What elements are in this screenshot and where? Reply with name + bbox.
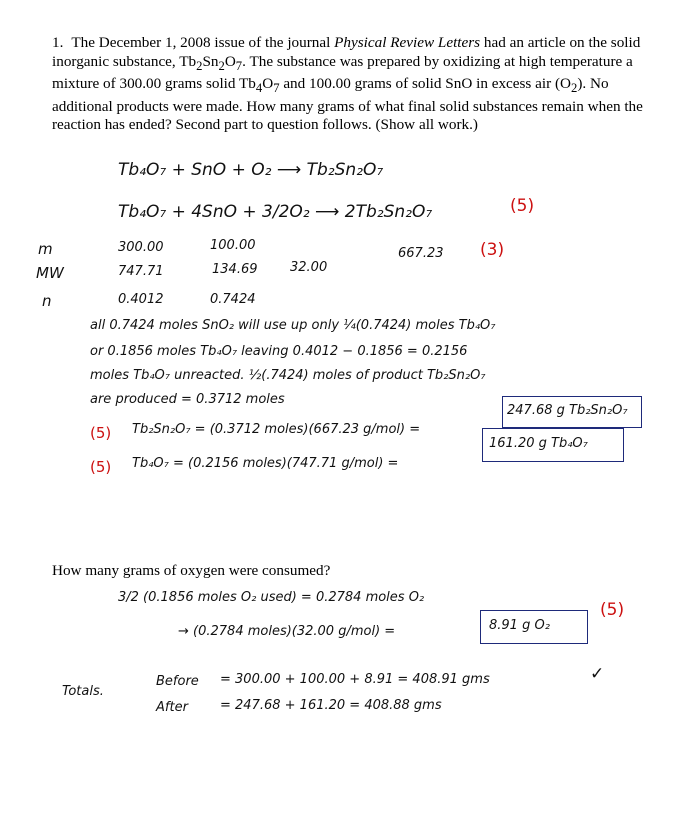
- work-line-6: Tb₄O₇ = (0.2156 moles)(747.71 g/mol) =: [132, 456, 399, 471]
- before-value: = 300.00 + 100.00 + 8.91 = 408.91 gms: [220, 672, 490, 687]
- totals-label: Totals.: [62, 684, 104, 699]
- mass-tb4o7: 300.00: [118, 240, 164, 255]
- check-mark: ✓: [590, 664, 605, 684]
- journal-title: Physical Review Letters: [334, 34, 481, 51]
- equation-balanced: Tb₄O₇ + 4SnO + 3/2O₂ ⟶ 2Tb₂Sn₂O₇: [118, 202, 433, 222]
- score-product: (5): [90, 424, 112, 442]
- question-two: How many grams of oxygen were consumed?: [52, 562, 331, 579]
- score-oxygen: (5): [600, 600, 625, 620]
- work-line-5: Tb₂Sn₂O₇ = (0.3712 moles)(667.23 g/mol) =: [132, 422, 421, 437]
- mw-product: 667.23: [398, 246, 444, 261]
- answer-oxygen: 8.91 g O₂: [489, 618, 550, 633]
- moles-tb4o7: 0.4012: [118, 292, 164, 307]
- row-mw-label: MW: [36, 264, 64, 282]
- row-m-label: m: [38, 240, 53, 258]
- work-line-1: all 0.7424 moles SnO₂ will use up only ¼(0.7424) moles Tb₄O₇: [90, 318, 496, 333]
- equation-unbalanced: Tb₄O₇ + SnO + O₂ ⟶ Tb₂Sn₂O₇: [118, 160, 384, 180]
- work-line-2: or 0.1856 moles Tb₄O₇ leaving 0.4012 − 0.1856 = 0.2156: [90, 344, 468, 359]
- oxygen-line-2: → (0.2784 moles)(32.00 g/mol) =: [178, 624, 396, 639]
- moles-sno: 0.7424: [210, 292, 256, 307]
- answer-box-unreacted: [482, 428, 624, 462]
- before-label: Before: [156, 674, 199, 689]
- row-n-label: n: [42, 292, 52, 310]
- after-value: = 247.68 + 161.20 = 408.88 gms: [220, 698, 442, 713]
- mw-o2: 32.00: [290, 260, 328, 275]
- problem-statement: 1. The December 1, 2008 issue of the journal Physical Review Letters had an article on the solid inorganic substance, $Tb_2Sn_2O_7$. The substance was prepared by oxidizing at high temperature a mixture of 300.00 grams solid $Tb_4O_7$ and 100.00 grams of solid SnO in excess air $(O_2)$. No additional products were made. How many grams of what final solid substances remain when the reaction has ended? Second part to question follows. (Show all work.): [52, 34, 643, 134]
- problem-number: 1.: [52, 34, 64, 51]
- mw-tb4o7: 747.71: [118, 264, 164, 279]
- answer-box-oxygen: [480, 610, 588, 644]
- score-mw: (3): [480, 240, 505, 260]
- answer-box-product: [502, 396, 642, 428]
- oxygen-line-1: 3/2 (0.1856 moles O₂ used) = 0.2784 moles O₂: [118, 590, 425, 605]
- score-equation: (5): [510, 196, 535, 216]
- after-label: After: [156, 700, 188, 715]
- answer-product: 247.68 g Tb₂Sn₂O₇: [507, 403, 628, 418]
- work-line-3: moles Tb₄O₇ unreacted. ½(.7424) moles of product Tb₂Sn₂O₇: [90, 368, 486, 383]
- score-unreacted: (5): [90, 458, 112, 476]
- mass-sno: 100.00: [210, 238, 256, 253]
- mw-sno: 134.69: [212, 262, 258, 277]
- work-line-4: are produced = 0.3712 moles: [90, 392, 285, 407]
- answer-unreacted: 161.20 g Tb₄O₇: [489, 436, 588, 451]
